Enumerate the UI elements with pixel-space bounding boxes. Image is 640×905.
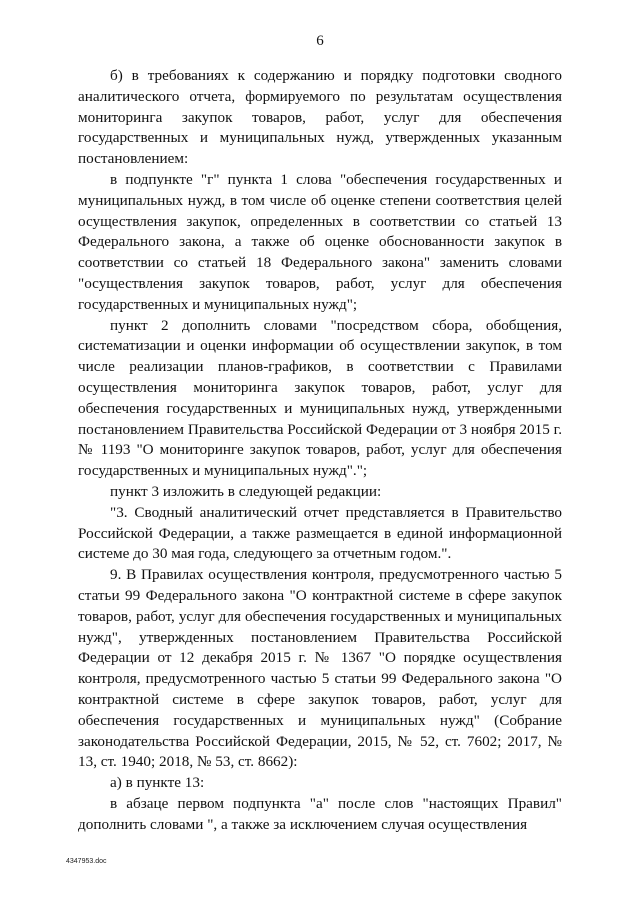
page-number: 6 — [316, 33, 324, 49]
paragraph-item-9: 9. В Правилах осуществления контроля, предусмотренного частью 5 статьи 99 Федерального закона "О контрактной системе в сфере закупок товаров, работ, услуг для обеспечения государственных и муниципальных нужд", утвержденных постановлением Правительства Российской Федерации от 12 декабря 2015 г. № 1367 "О порядке осуществления контроля, предусмотренного частью 5 статьи 99 Федерального закона "О контрактной системе в сфере закупок товаров, работ, услуг для обеспечения государственных и муниципальных нужд" (Собрание законодательства Российской Федерации, 2015, № 52, ст. 7602; 2017, № 13, ст. 1940; 2018, № 53, ст. 8662): — [78, 566, 562, 771]
paragraph-point-2: пункт 2 дополнить словами "посредством сбора, обобщения, систематизации и оценки информации об осуществлении закупок, в том числе реализации планов-графиков, в соответствии с Правилами осуществления мониторинга закупок товаров, работ, услуг для обеспечения государственных и муниципальных нужд, утвержденными постановлением Правительства Российской Федерации от 3 ноября 2015 г. № 1193 "О мониторинге закупок товаров, работ, услуг для обеспечения государственных и муниципальных нужд"."; — [78, 316, 562, 480]
paragraph-subpoint-a: в абзаце первом подпункта "а" после слов "настоящих Правил" дополнить словами ", а также за исключением случая осуществления — [78, 794, 562, 833]
paragraph-a-point-13: а) в пункте 13: — [110, 774, 205, 792]
paragraph-b-requirements: б) в требованиях к содержанию и порядку подготовки сводного аналитического отчета, формируемого по результатам осуществления мониторинга закупок товаров, работ, услуг для обеспечения государственных и муниципальных нужд, утвержденных указанным постановлением: — [78, 67, 562, 168]
paragraph-point-3-intro: пункт 3 изложить в следующей редакции: — [110, 482, 382, 500]
paragraph-subpoint-g: в подпункте "г" пункта 1 слова "обеспечения государственных и муниципальных нужд, в том числе об оценке степени соответствия целей осуществления закупок, определенных в соответствии со статьей 13 Федерального закона, а также об оценке обоснованности закупок в соответствии со статьей 18 Федерального закона" заменить словами "осуществления закупок товаров, работ, услуг для обеспечения государственных и муниципальных нужд"; — [78, 170, 562, 313]
document-body — [78, 66, 562, 835]
paragraph-point-3-text: "3. Сводный аналитический отчет представляется в Правительство Российской Федерации, а также размещается в единой информационной системе до 30 мая года, следующего за отчетным годом.". — [78, 503, 562, 563]
footer-file-code: 4347953.doc — [66, 858, 107, 865]
